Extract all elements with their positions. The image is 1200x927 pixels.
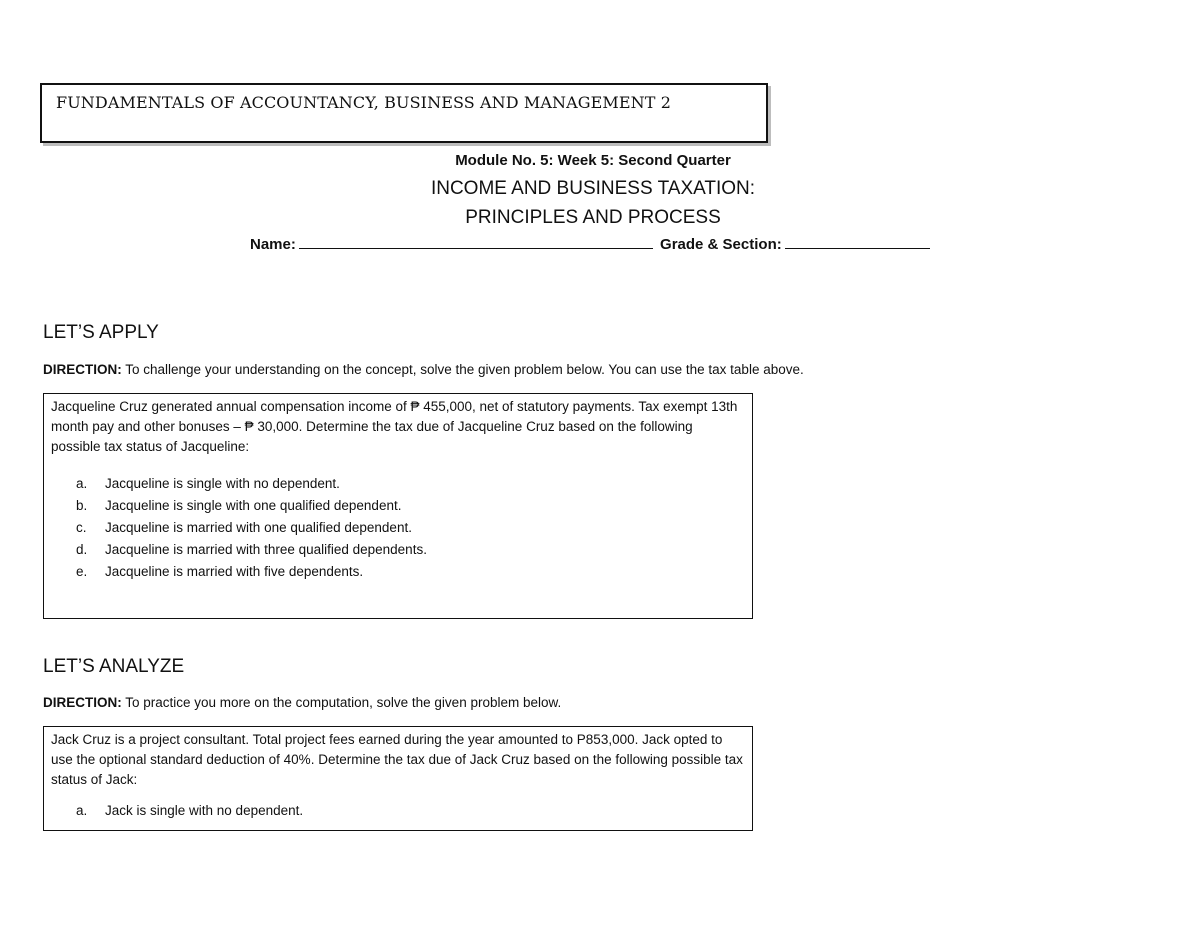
list-item-text: Jack is single with no dependent. [105,803,304,818]
list-item-text: Jacqueline is single with no dependent. [105,476,340,491]
analyze-direction [43,695,561,710]
analyze-problem-text: Jack Cruz is a project consultant. Total project fees earned during the year amounted to P853,000. Jack opted to use the optional standard deduction of 40%. Determine the tax due of Jack Cruz based on the following possible tax status of Jack: [51,732,743,787]
subject-title: FUNDAMENTALS OF ACCOUNTANCY, BUSINESS AND MANAGEMENT 2 [56,93,672,112]
list-marker: a. [76,803,88,818]
lets-apply-heading: LET’S APPLY [43,322,159,343]
list-item-text: Jacqueline is single with one qualified dependent. [105,498,402,513]
grade-section-blank-line[interactable] [785,234,930,249]
analyze-direction-text: To practice you more on the computation, solve the given problem below. [121,695,562,710]
list-item [76,561,745,583]
lesson-title-line-2: PRINCIPLES AND PROCESS [465,207,721,228]
analyze-status-list [51,800,745,822]
list-item-text: Jacqueline is married with five dependents. [105,564,364,579]
list-marker: b. [76,498,88,513]
list-marker: a. [76,476,88,491]
grade-section-label: Grade & Section: [660,236,782,253]
list-item [76,473,745,495]
apply-problem-box [43,393,753,619]
apply-problem-text: Jacqueline Cruz generated annual compensation income of ₱ 455,000, net of statutory payments. Tax exempt 13th month pay and other bonuses – ₱ 30,000. Determine the tax due of Jacqueline Cruz based on the following possible tax status of Jacqueline: [51,399,738,454]
apply-direction-text: To challenge your understanding on the concept, solve the given problem below. You can use the tax table above. [121,362,804,377]
list-item [76,517,745,539]
apply-direction [43,362,804,377]
name-grade-row [250,234,930,253]
list-marker: c. [76,520,87,535]
analyze-problem-box [43,726,753,831]
analyze-direction-label: DIRECTION: [43,695,122,710]
lets-analyze-heading: LET’S ANALYZE [43,656,185,677]
apply-status-list [51,473,745,583]
module-info: Module No. 5: Week 5: Second Quarter [455,152,731,169]
list-item-text: Jacqueline is married with three qualified dependents. [105,542,427,557]
list-item [76,539,745,561]
apply-direction-label: DIRECTION: [43,362,122,377]
subject-header-box [40,83,768,143]
name-blank-line[interactable] [299,234,653,249]
list-marker: e. [76,564,88,579]
lesson-title-line-1: INCOME AND BUSINESS TAXATION: [430,178,756,199]
list-item [76,495,745,517]
name-label: Name: [250,236,296,253]
list-item-text: Jacqueline is married with one qualified dependent. [105,520,412,535]
list-marker: d. [76,542,88,557]
list-item [76,800,745,822]
